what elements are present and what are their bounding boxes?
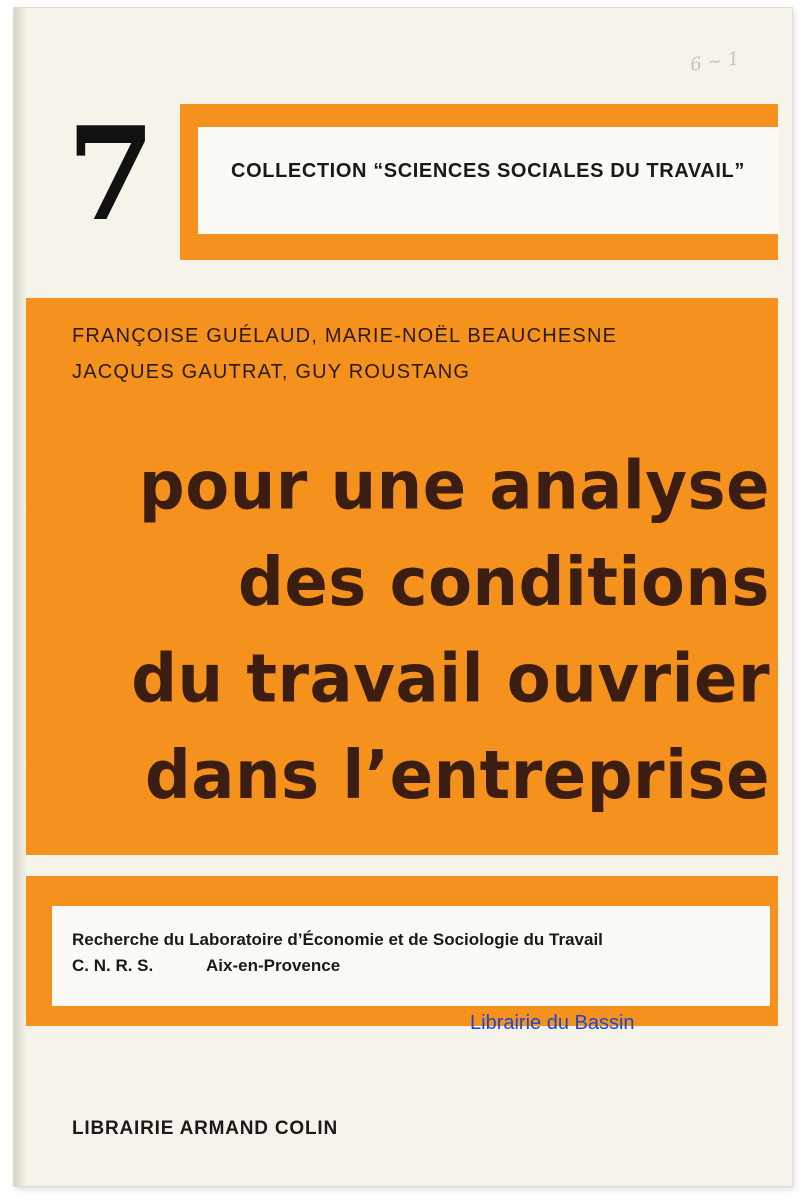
book-title: [80, 438, 770, 824]
collection-title: COLLECTION “SCIENCES SOCIALES DU TRAVAIL”: [231, 160, 745, 182]
pencil-mark: 6 ~ 1: [688, 48, 741, 76]
city-label: Aix-en-Provence: [206, 956, 341, 975]
authors-line-1: FRANÇOISE GUÉLAUD, MARIE-NOËL BEAUCHESNE: [72, 325, 618, 347]
seller-watermark: Librairie du Bassin: [470, 1012, 635, 1034]
authors-line-2: JACQUES GAUTRAT, GUY ROUSTANG: [72, 361, 471, 383]
title-line-4: dans l’entreprise: [144, 737, 770, 815]
title-line-1: pour une analyse: [138, 447, 770, 526]
institution-line: [72, 953, 762, 979]
cover-spine-edge: [14, 8, 26, 1186]
cnrs-label: C. N. R. S.: [72, 956, 154, 975]
series-number: 7: [66, 100, 156, 250]
research-line: Recherche du Laboratoire d’Économie et de Sociologie du Travail: [72, 930, 603, 949]
title-line-2: des conditions: [238, 544, 770, 622]
research-info: [72, 927, 762, 979]
publisher: LIBRAIRIE ARMAND COLIN: [72, 1118, 338, 1139]
authors: [72, 318, 692, 390]
title-line-3: du travail ouvrier: [131, 640, 770, 719]
